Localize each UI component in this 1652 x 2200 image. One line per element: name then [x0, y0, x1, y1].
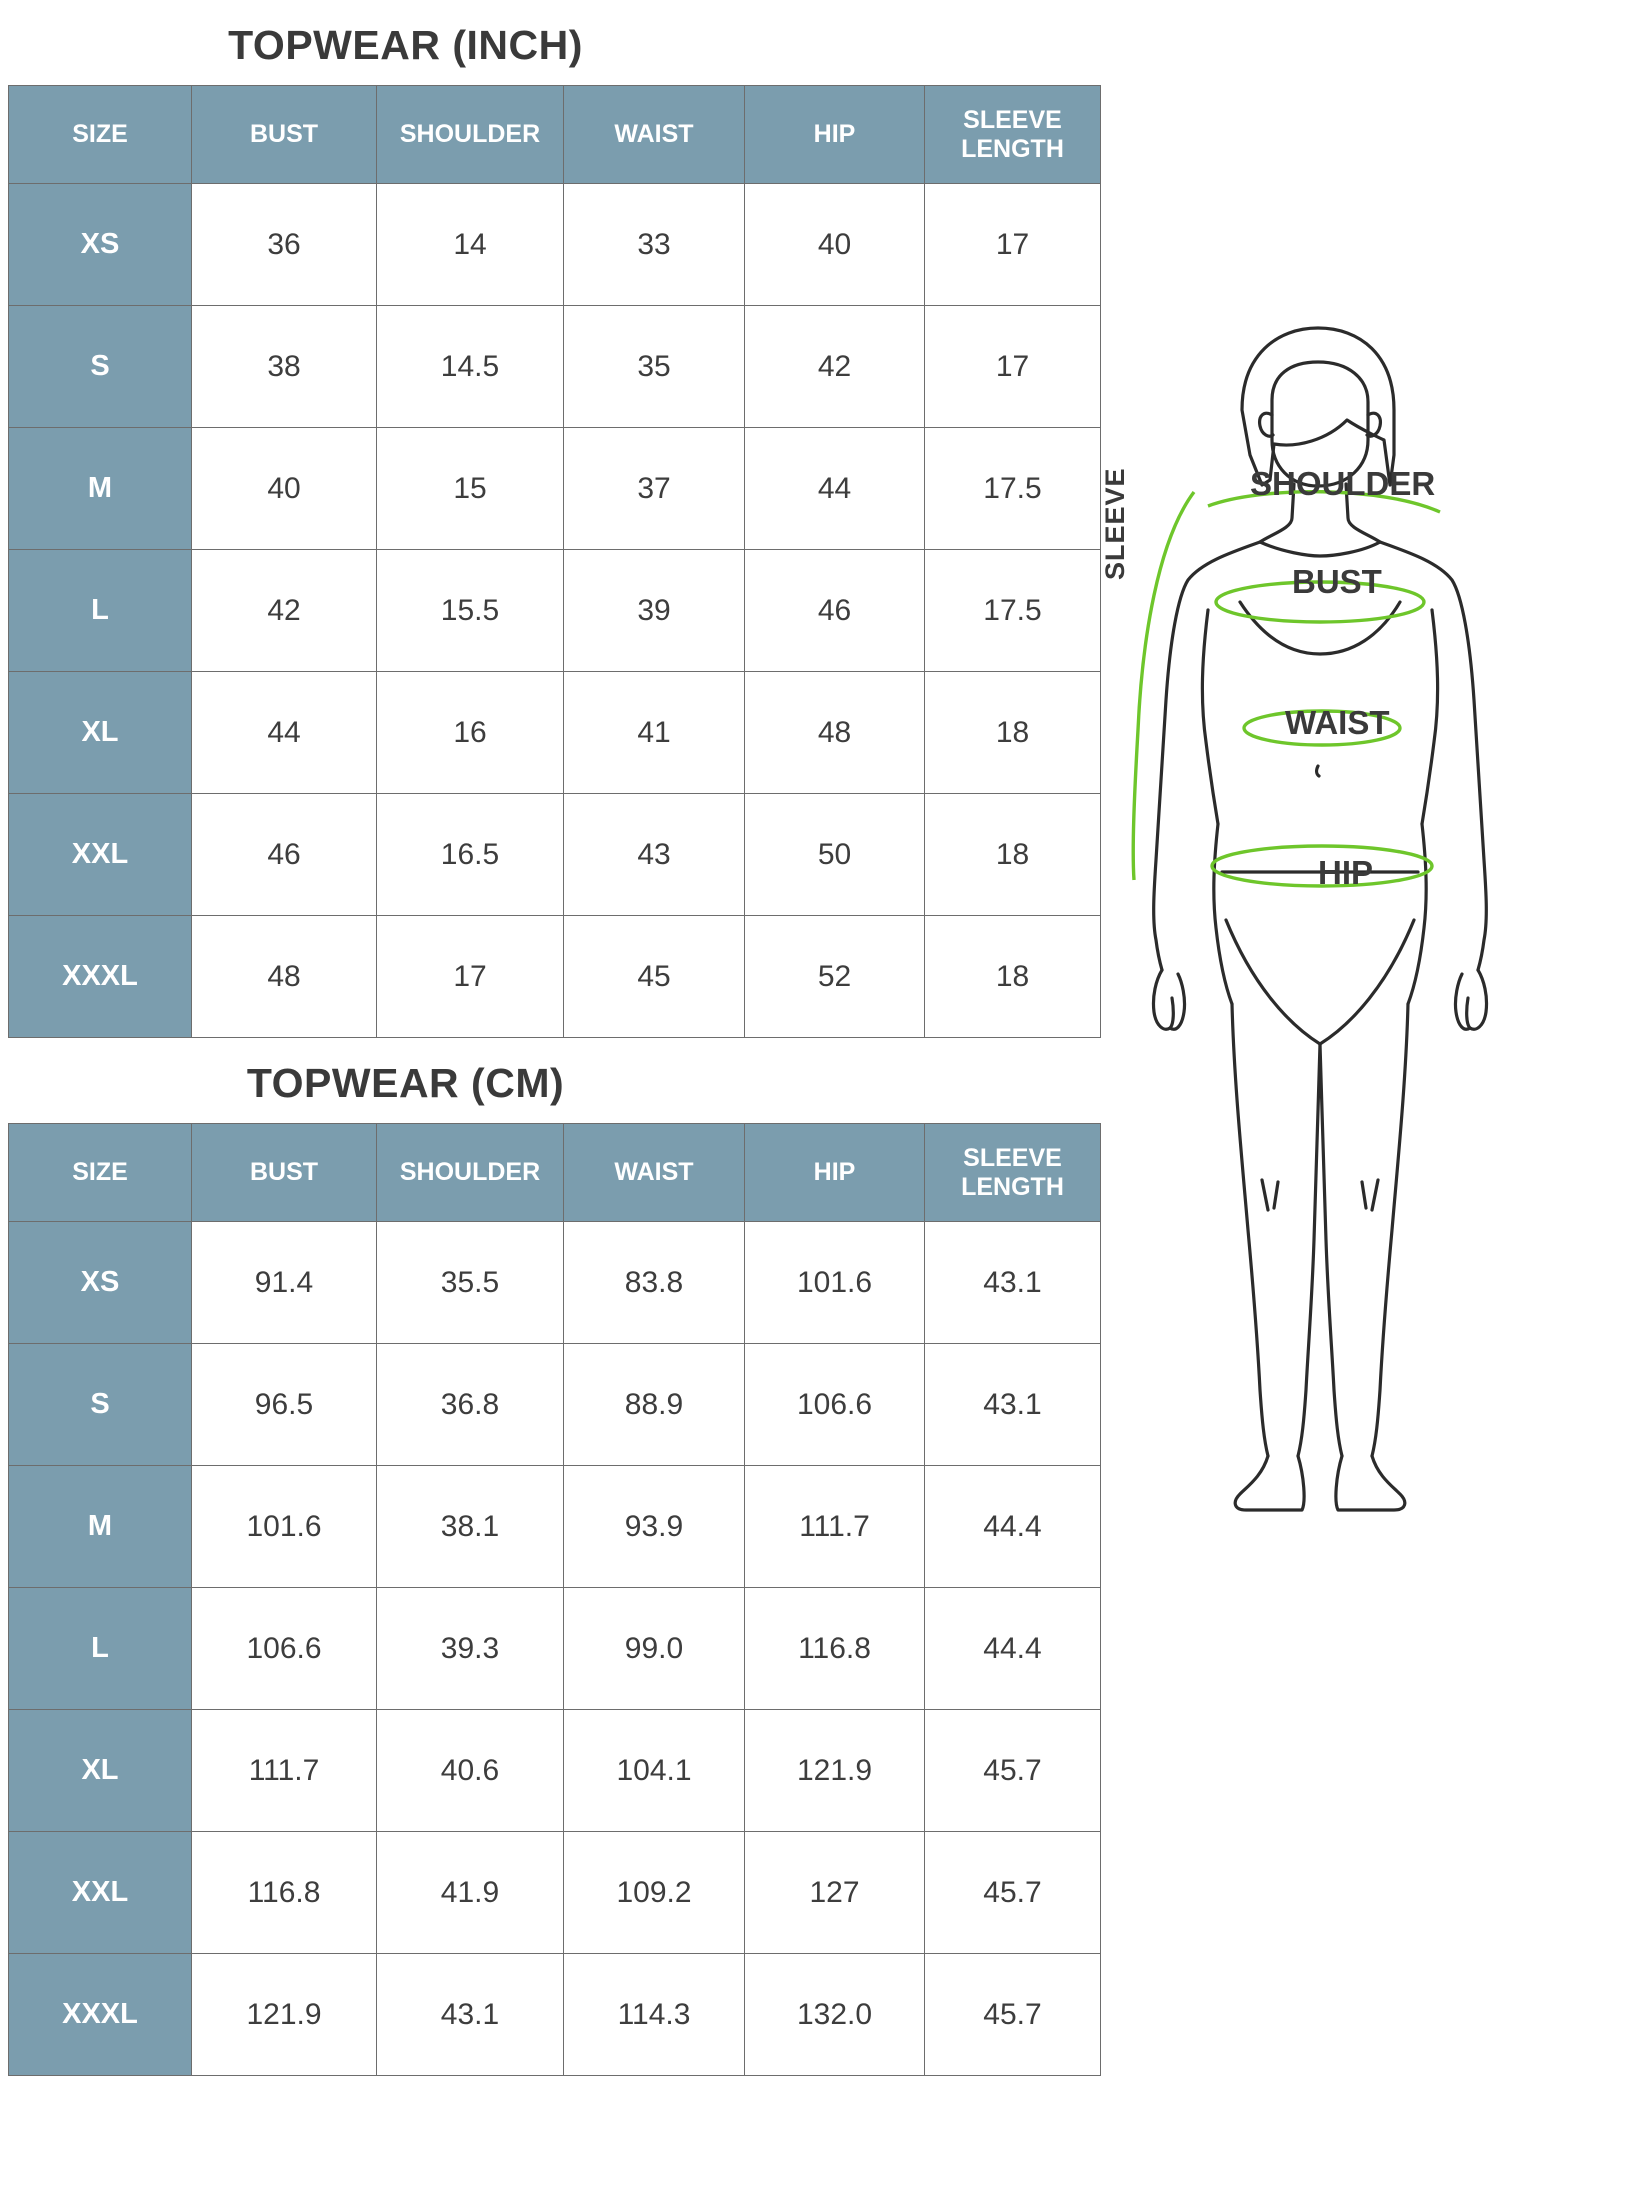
table-row — [9, 1222, 1101, 1344]
cell-bust: 101.6 — [192, 1466, 377, 1588]
cell-shoulder: 16 — [377, 672, 564, 794]
cell-shoulder: 15 — [377, 428, 564, 550]
cell-shoulder: 15.5 — [377, 550, 564, 672]
cell-hip: 46 — [745, 550, 925, 672]
cell-size: L — [9, 550, 192, 672]
cell-bust: 36 — [192, 184, 377, 306]
cell-size: S — [9, 1344, 192, 1466]
cell-bust: 116.8 — [192, 1832, 377, 1954]
tables-column — [8, 0, 1103, 2076]
table-header-row — [9, 86, 1101, 184]
cell-sleeve-length: 17 — [925, 306, 1101, 428]
cell-sleeve-length: 45.7 — [925, 1832, 1101, 1954]
cell-size: XS — [9, 1222, 192, 1344]
figure-label-bust: BUST — [1292, 563, 1382, 600]
cell-bust: 42 — [192, 550, 377, 672]
table-row — [9, 1588, 1101, 1710]
cell-bust: 121.9 — [192, 1954, 377, 2076]
cell-waist: 114.3 — [564, 1954, 745, 2076]
cell-sleeve-length: 17.5 — [925, 550, 1101, 672]
cell-waist: 33 — [564, 184, 745, 306]
cell-sleeve-length: 43.1 — [925, 1344, 1101, 1466]
cell-bust: 38 — [192, 306, 377, 428]
column-header-hip: HIP — [745, 1124, 925, 1222]
cell-sleeve-length: 17 — [925, 184, 1101, 306]
table-title-inch: TOPWEAR (INCH) — [228, 22, 583, 68]
cell-sleeve-length: 18 — [925, 794, 1101, 916]
cell-hip: 101.6 — [745, 1222, 925, 1344]
cell-hip: 111.7 — [745, 1466, 925, 1588]
table-row — [9, 1954, 1101, 2076]
cell-waist: 88.9 — [564, 1344, 745, 1466]
cell-size: XL — [9, 1710, 192, 1832]
cell-waist: 37 — [564, 428, 745, 550]
cell-bust: 48 — [192, 916, 377, 1038]
figure-label-sleeve: SLEEVE — [1100, 467, 1130, 580]
cell-hip: 127 — [745, 1832, 925, 1954]
cell-shoulder: 14.5 — [377, 306, 564, 428]
cell-size: XXXL — [9, 916, 192, 1038]
cell-waist: 41 — [564, 672, 745, 794]
cell-waist: 39 — [564, 550, 745, 672]
table-row — [9, 184, 1101, 306]
table-row — [9, 1832, 1101, 1954]
cell-sleeve-length: 18 — [925, 672, 1101, 794]
table-title-cm: TOPWEAR (CM) — [246, 1060, 565, 1106]
cell-bust: 46 — [192, 794, 377, 916]
cell-shoulder: 16.5 — [377, 794, 564, 916]
cell-sleeve-length: 18 — [925, 916, 1101, 1038]
cell-hip: 132.0 — [745, 1954, 925, 2076]
size-table-inch — [8, 85, 1101, 1038]
cell-shoulder: 41.9 — [377, 1832, 564, 1954]
table-row — [9, 672, 1101, 794]
cell-hip: 44 — [745, 428, 925, 550]
column-header-shoulder: SHOULDER — [377, 86, 564, 184]
cell-size: M — [9, 1466, 192, 1588]
cell-hip: 40 — [745, 184, 925, 306]
column-header-size: SIZE — [9, 1124, 192, 1222]
column-header-hip: HIP — [745, 86, 925, 184]
cell-shoulder: 35.5 — [377, 1222, 564, 1344]
cell-sleeve-length: 45.7 — [925, 1954, 1101, 2076]
cell-hip: 52 — [745, 916, 925, 1038]
column-header-sleeve-length: SLEEVE LENGTH — [925, 1124, 1101, 1222]
table-row — [9, 550, 1101, 672]
cell-waist: 35 — [564, 306, 745, 428]
cell-size: L — [9, 1588, 192, 1710]
column-header-waist: WAIST — [564, 86, 745, 184]
column-header-sleeve-length: SLEEVE LENGTH — [925, 86, 1101, 184]
cell-hip: 50 — [745, 794, 925, 916]
column-header-shoulder: SHOULDER — [377, 1124, 564, 1222]
column-header-size: SIZE — [9, 86, 192, 184]
table-row — [9, 794, 1101, 916]
cell-size: XL — [9, 672, 192, 794]
cell-size: XXL — [9, 1832, 192, 1954]
figure-label-shoulder: SHOULDER — [1250, 465, 1436, 502]
size-table-cm — [8, 1123, 1101, 2076]
cell-waist: 99.0 — [564, 1588, 745, 1710]
cell-size: S — [9, 306, 192, 428]
cell-hip: 42 — [745, 306, 925, 428]
column-header-bust: BUST — [192, 86, 377, 184]
cell-sleeve-length: 45.7 — [925, 1710, 1101, 1832]
cell-sleeve-length: 44.4 — [925, 1466, 1101, 1588]
cell-bust: 40 — [192, 428, 377, 550]
cell-shoulder: 40.6 — [377, 1710, 564, 1832]
body-measurement-figure — [1100, 280, 1642, 1980]
column-header-waist: WAIST — [564, 1124, 745, 1222]
cell-shoulder: 43.1 — [377, 1954, 564, 2076]
table-row — [9, 428, 1101, 550]
cell-hip: 48 — [745, 672, 925, 794]
cell-sleeve-length: 43.1 — [925, 1222, 1101, 1344]
cell-shoulder: 36.8 — [377, 1344, 564, 1466]
cell-waist: 83.8 — [564, 1222, 745, 1344]
cell-hip: 106.6 — [745, 1344, 925, 1466]
cell-bust: 96.5 — [192, 1344, 377, 1466]
cell-size: XS — [9, 184, 192, 306]
cell-bust: 44 — [192, 672, 377, 794]
cell-bust: 111.7 — [192, 1710, 377, 1832]
cell-waist: 104.1 — [564, 1710, 745, 1832]
figure-label-waist: WAIST — [1285, 704, 1390, 741]
table-row — [9, 306, 1101, 428]
table-row — [9, 916, 1101, 1038]
cell-shoulder: 17 — [377, 916, 564, 1038]
cell-sleeve-length: 44.4 — [925, 1588, 1101, 1710]
cell-size: XXXL — [9, 1954, 192, 2076]
cell-bust: 106.6 — [192, 1588, 377, 1710]
cell-waist: 93.9 — [564, 1466, 745, 1588]
cell-shoulder: 39.3 — [377, 1588, 564, 1710]
cell-shoulder: 14 — [377, 184, 564, 306]
cell-hip: 121.9 — [745, 1710, 925, 1832]
cell-size: XXL — [9, 794, 192, 916]
cell-size: M — [9, 428, 192, 550]
table-row — [9, 1710, 1101, 1832]
table-header-row — [9, 1124, 1101, 1222]
cell-shoulder: 38.1 — [377, 1466, 564, 1588]
cell-waist: 43 — [564, 794, 745, 916]
figure-label-hip: HIP — [1318, 854, 1374, 891]
cell-sleeve-length: 17.5 — [925, 428, 1101, 550]
cell-bust: 91.4 — [192, 1222, 377, 1344]
column-header-bust: BUST — [192, 1124, 377, 1222]
table-row — [9, 1466, 1101, 1588]
cell-waist: 109.2 — [564, 1832, 745, 1954]
cell-waist: 45 — [564, 916, 745, 1038]
cell-hip: 116.8 — [745, 1588, 925, 1710]
table-row — [9, 1344, 1101, 1466]
